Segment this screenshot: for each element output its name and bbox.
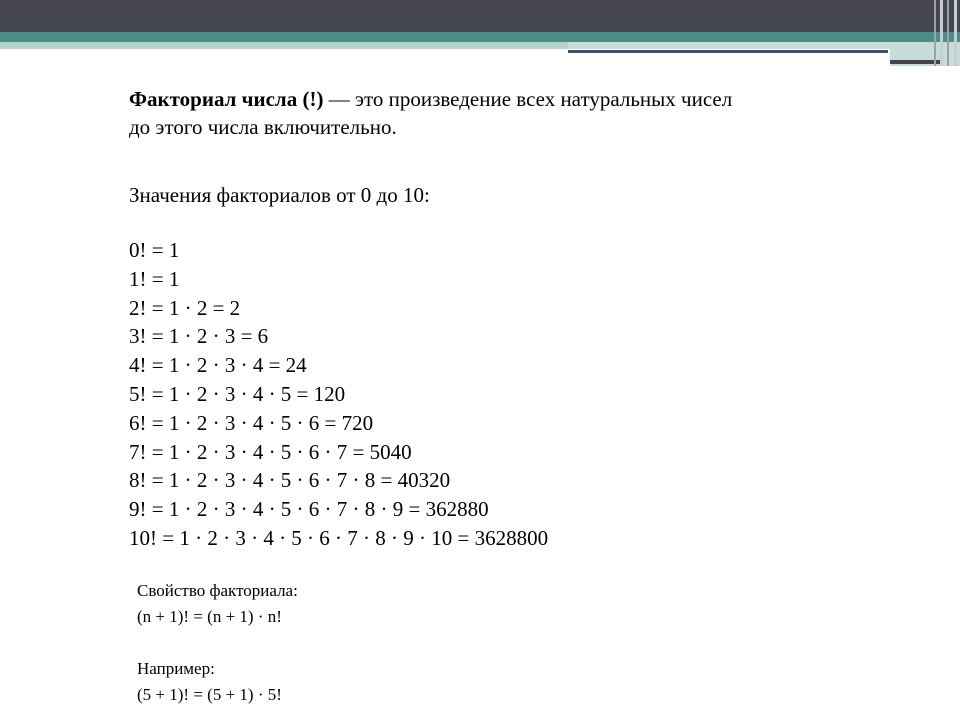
values-title: Значения факториалов от 0 до 10: [129, 183, 430, 207]
example-title: Например: [137, 659, 215, 678]
factorial-definition [129, 85, 849, 141]
header-navy-line [568, 50, 888, 53]
factorial-values-list [129, 236, 548, 553]
factorial-row: 4! = 1 · 2 · 3 · 4 = 24 [129, 353, 307, 378]
factorial-row: 8! = 1 · 2 · 3 · 4 · 5 · 6 · 7 · 8 = 40320 [129, 468, 451, 493]
factorial-row: 10! = 1 · 2 · 3 · 4 · 5 · 6 · 7 · 8 · 9 · 10 = 3628800 [129, 525, 549, 550]
factorial-row: 2! = 1 · 2 = 2 [129, 295, 241, 320]
property-title: Свойство факториала: [137, 581, 298, 600]
property-spacer [137, 630, 298, 656]
header-vertical-stripe [947, 0, 949, 66]
factorial-row: 5! = 1 · 2 · 3 · 4 · 5 = 120 [129, 381, 346, 406]
property-formula: (n + 1)! = (n + 1) · n! [137, 607, 282, 626]
header-vertical-stripe [940, 0, 943, 66]
header-dark-band [0, 0, 960, 32]
factorial-row: 1! = 1 [129, 266, 180, 291]
example-formula: (5 + 1)! = (5 + 1) · 5! [137, 685, 282, 704]
header-vertical-stripe [934, 0, 936, 66]
factorial-row: 6! = 1 · 2 · 3 · 4 · 5 · 6 = 720 [129, 410, 374, 435]
header-light-teal-band [0, 42, 568, 49]
header-vertical-stripe [954, 0, 957, 66]
factorial-row: 0! = 1 [129, 238, 180, 262]
factorial-row: 9! = 1 · 2 · 3 · 4 · 5 · 6 · 7 · 8 · 9 = 362880 [129, 497, 489, 522]
factorial-row: 3! = 1 · 2 · 3 = 6 [129, 324, 269, 349]
header-teal-band [0, 32, 960, 42]
definition-term: Факториал числа (!) [129, 87, 324, 111]
definition-text-line2: до этого числа включительно. [129, 115, 397, 139]
factorial-row: 7! = 1 · 2 · 3 · 4 · 5 · 6 · 7 = 5040 [129, 439, 412, 464]
definition-text-line1: — это произведение всех натуральных чисел [323, 87, 733, 111]
factorial-property [137, 578, 298, 708]
